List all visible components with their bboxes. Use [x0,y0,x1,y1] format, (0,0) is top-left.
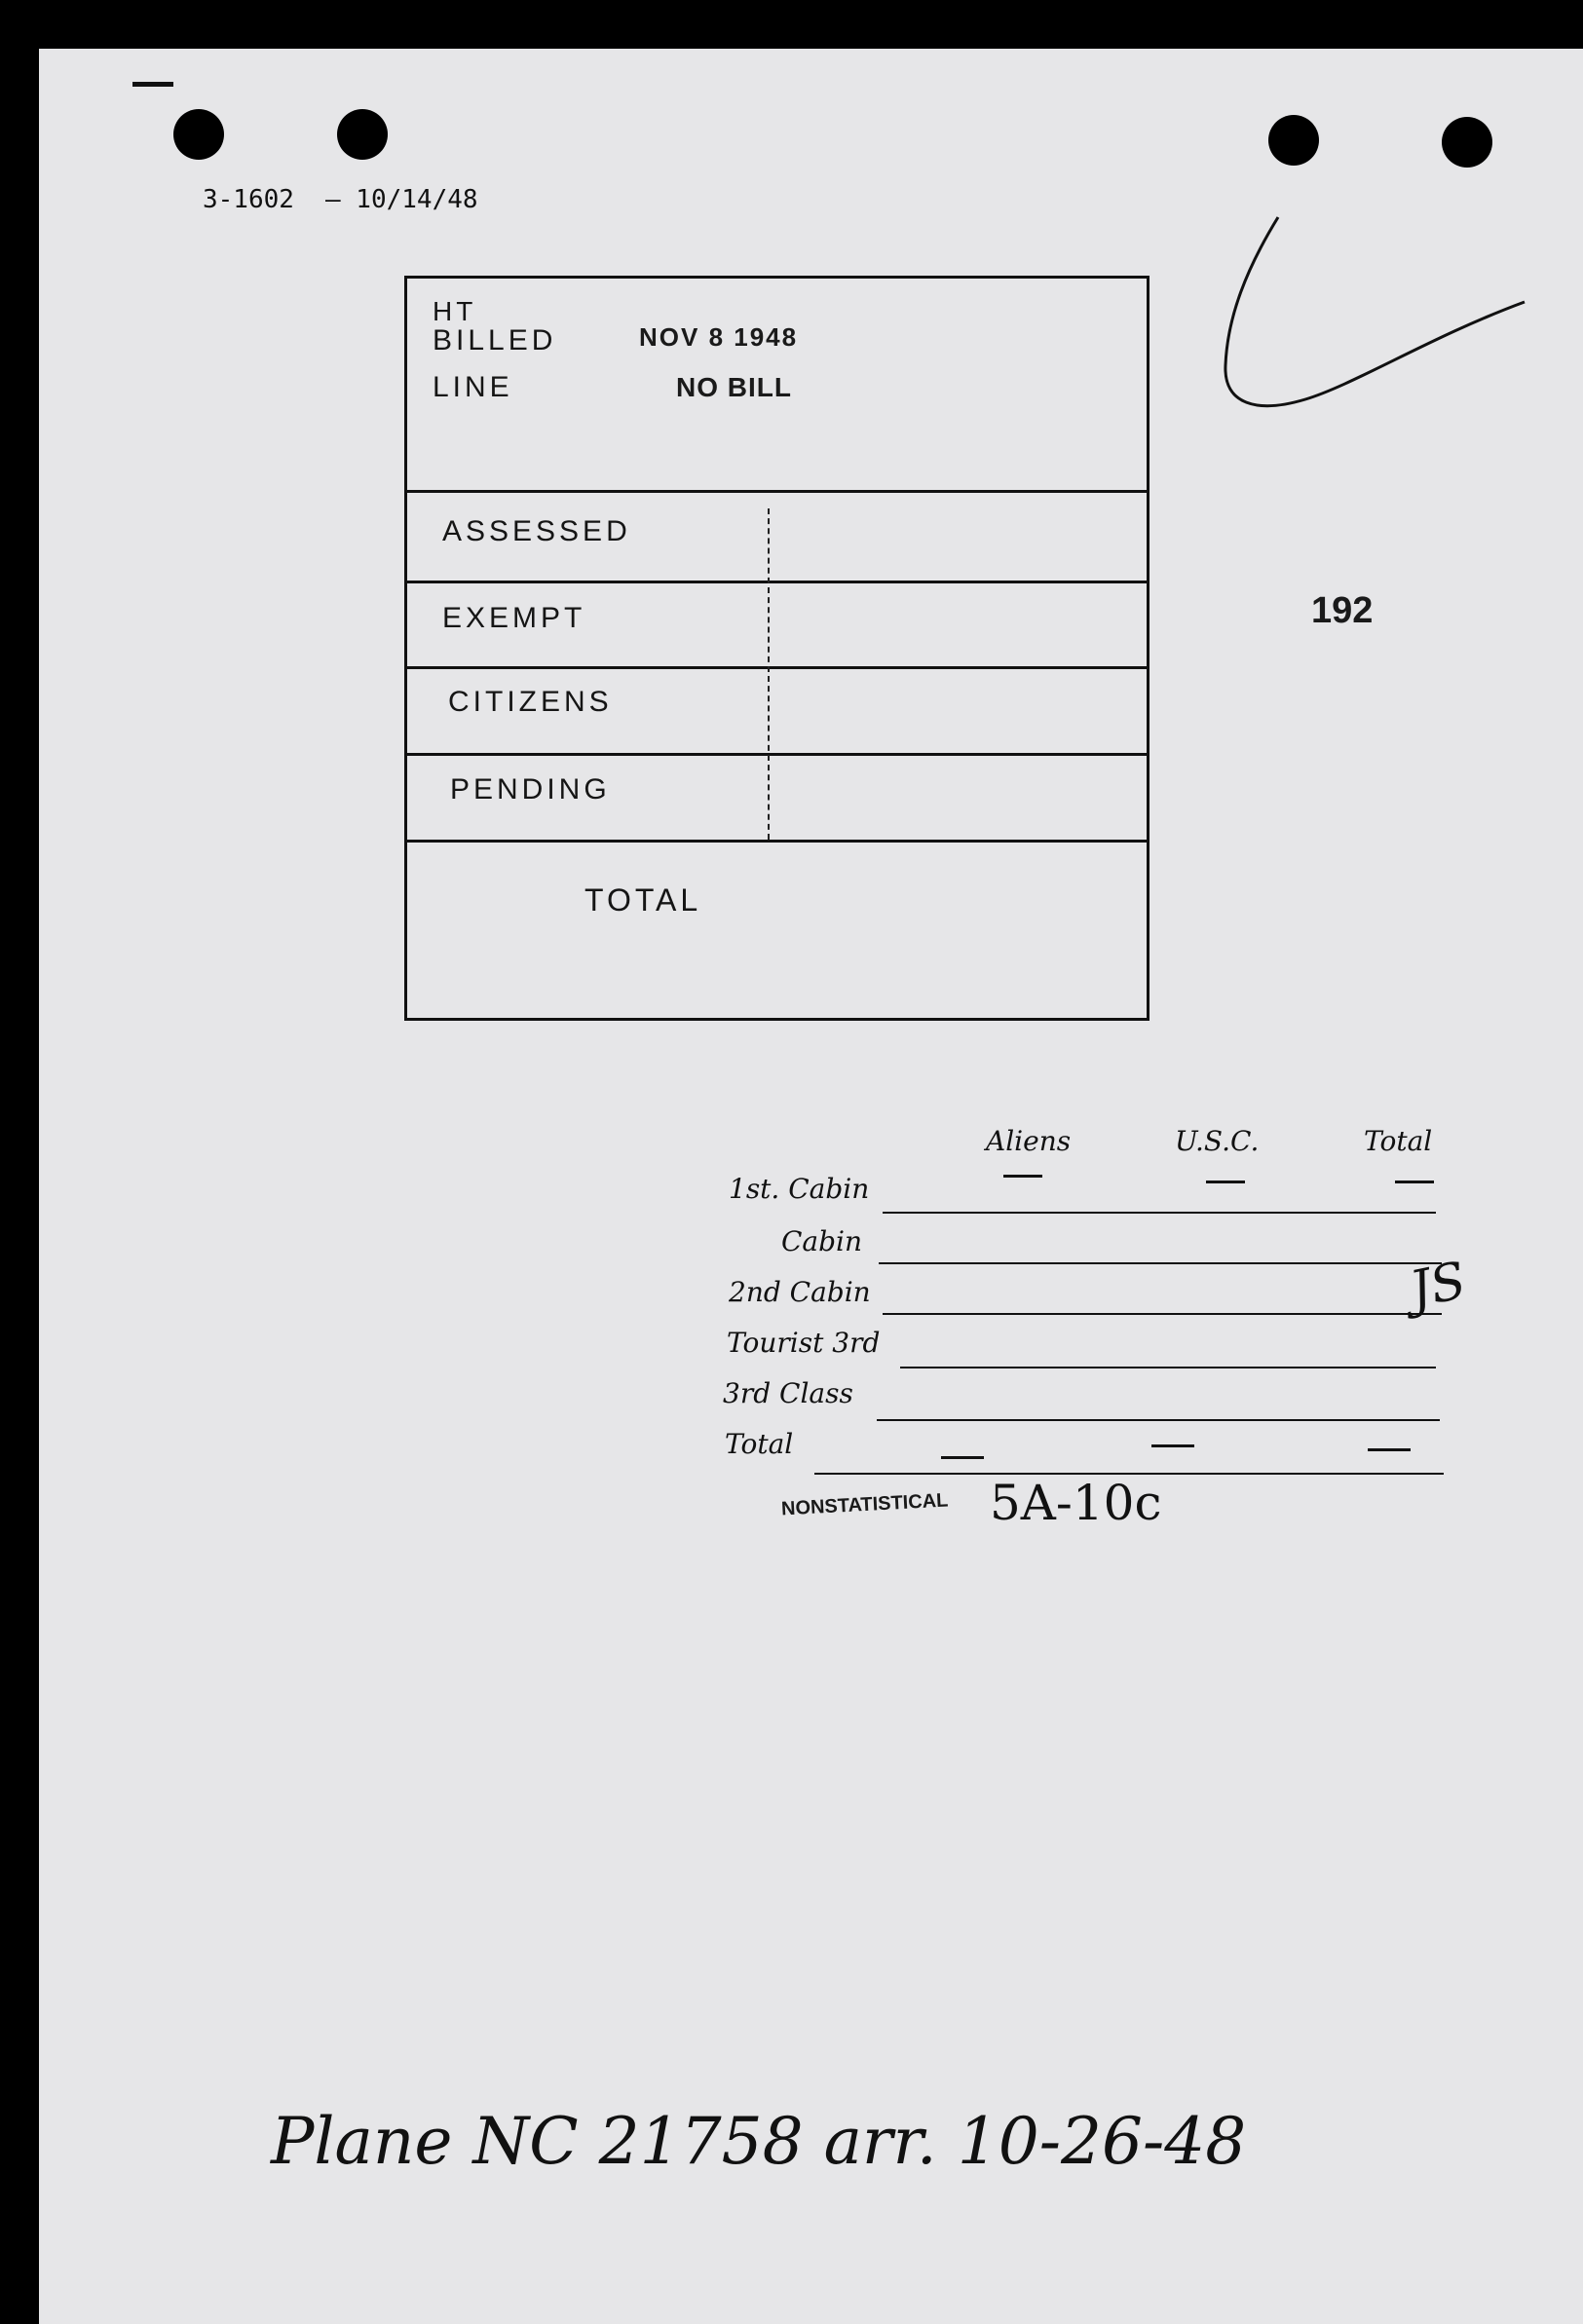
dash-mark [1206,1181,1245,1183]
classification-code: 5A-10c [990,1475,1162,1531]
punch-hole [1268,115,1319,166]
entry-line [883,1313,1442,1315]
form-divider [407,753,1147,756]
dash-mark [1395,1181,1434,1183]
column-header-aliens: Aliens [986,1125,1072,1157]
no-bill-stamp: NO BILL [676,372,792,402]
nonstatistical-stamp: NONSTATISTICAL [780,1489,949,1520]
column-header-total: Total [1364,1125,1433,1157]
row-label-first-cabin: 1st. Cabin [729,1173,870,1205]
column-divider [768,508,770,840]
dash-mark [1003,1175,1042,1178]
entry-line [883,1212,1436,1214]
punch-hole [337,109,388,160]
row-label-exempt: EXEMPT [442,602,586,634]
entry-line [900,1367,1436,1368]
column-header-usc: U.S.C. [1175,1125,1260,1157]
row-label-citizens: CITIZENS [448,686,613,718]
page-number: 192 [1311,590,1374,631]
dash-mark [1151,1444,1194,1447]
total-label: TOTAL [584,882,702,918]
row-label-second-cabin: 2nd Cabin [729,1276,871,1308]
file-number: 3-1602 [203,185,294,214]
row-label-assessed: ASSESSED [442,515,631,547]
billing-form [404,276,1150,1021]
entry-line [877,1419,1440,1421]
check-mark-icon [1208,209,1529,424]
entry-line [879,1262,1442,1264]
initials: JS [1405,1251,1472,1321]
ht-label: HT [433,296,477,326]
dash-mark [941,1456,984,1459]
corner-mark [132,82,173,87]
row-label-total: Total [725,1428,794,1460]
form-divider [407,666,1147,669]
row-label-third-class: 3rd Class [723,1377,853,1409]
form-divider [407,581,1147,583]
footer-note: Plane NC 21758 arr. 10-26-48 [271,2104,1247,2179]
punch-hole [1442,117,1492,168]
row-label-tourist-third: Tourist 3rd [727,1327,881,1359]
dash-mark [1368,1448,1411,1451]
billed-date-stamp: NOV 8 1948 [639,322,799,352]
row-label-pending: PENDING [450,773,611,806]
punch-hole [173,109,224,160]
line-label: LINE [433,371,513,403]
header-date: — 10/14/48 [325,185,478,214]
row-label-cabin: Cabin [781,1225,863,1257]
form-divider [407,840,1147,843]
form-divider [407,490,1147,493]
billed-label: BILLED [433,324,557,356]
